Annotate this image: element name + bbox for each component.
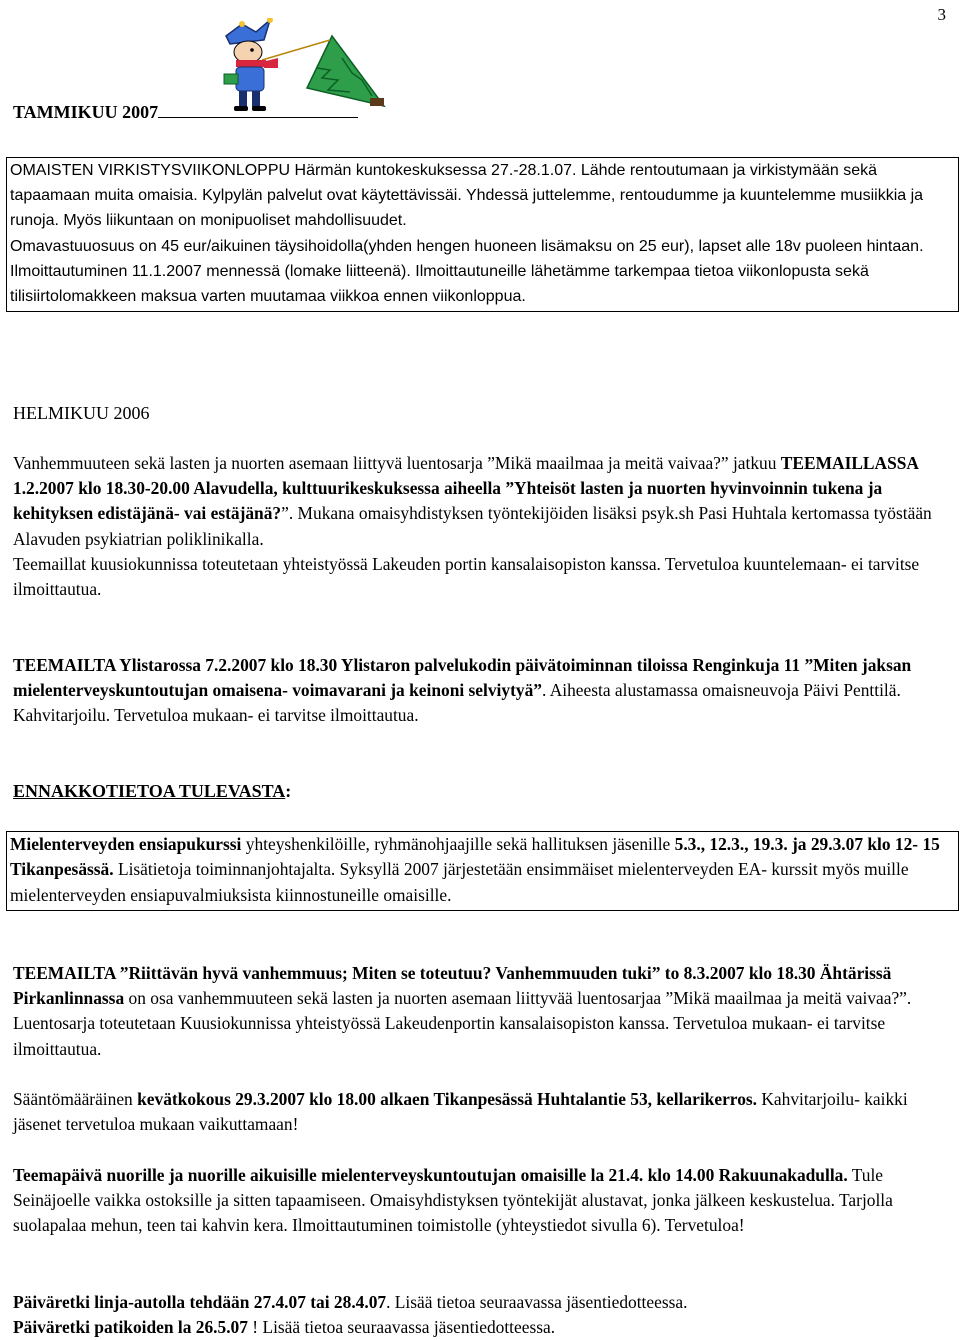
january-box-paragraph-1 xyxy=(10,158,954,234)
upcoming-paragraph-meeting xyxy=(13,1087,948,1137)
hiking-trip-note: ! Lisää tietoa seuraavassa jäsentiedotteessa. xyxy=(247,1317,556,1338)
theme-evening-alavus-details: ”. Mukana omaisyhdistyksen työntekijöiden lisäksi psyk.sh Pasi Huhtala kertomassa työstään Alavuden psykiatrian poliklinikalla. xyxy=(13,503,932,549)
page-header xyxy=(13,100,358,125)
upcoming-heading-row xyxy=(13,779,948,804)
bus-trip: Päiväretki linja-autolla tehdään 27.4.07 tai 28.4.07 xyxy=(13,1292,387,1312)
spring-meeting: kevätkokous 29.3.2007 klo 18.00 alkaen Tikanpesässä Huhtalantie 53, kellarikerros. xyxy=(137,1089,757,1109)
first-aid-more-info: Lisätietoja toiminnanjohtajalta. Syksyllä 2007 järjestetään ensimmäiset mielenterveyden EA- kurssit myös muille mielenterveyden ensiapuvalmiuksista kiinnostuneille omaisille. xyxy=(10,859,909,905)
january-event-title: OMAISTEN VIRKISTYSVIIKONLOPPU Härmän kuntokeskuksessa 27.-28.1.07. xyxy=(10,162,577,179)
upcoming-heading: ENNAKKOTIETOA TULEVASTA xyxy=(13,781,286,801)
february-section xyxy=(13,401,948,426)
theme-evening-ylistaro: TEEMAILTA Ylistarossa 7.2.2007 klo 18.30 Ylistaron palvelukodin päivätoiminnan tiloissa Renginkuja 11 ”Miten jaksan mielenterveyskuntoutujan omaisena- voimavarani ja keinoni selviytyä” xyxy=(13,655,912,701)
page-number: 3 xyxy=(937,5,946,24)
january-event-intro: Lähde rentoutumaan ja virkistymään sekä tapaamaan muita omaisia. Kylpylän palvelut ovat käytettävissäi. Yhdessä juttelemme, rentoudumme ja kuuntelemme musiikkia ja runoja. Myös liikuntaan on monipuoliset mahdollisuudet. xyxy=(10,162,924,230)
february-heading: HELMIKUU 2006 xyxy=(13,403,150,423)
theme-evenings-note: Teemaillat kuusiokunnissa toteutetaan yhteistyössä Lakeuden portin kansalaisopiston kanssa. Tervetuloa kuuntelemaan- ei tarvitse ilmoittautua. xyxy=(13,553,920,600)
month-heading: TAMMIKUU 2007 xyxy=(13,102,159,122)
theme-evening-ahtari: TEEMAILTA ”Riittävän hyvä vanhemmuus; Miten se toteutuu? Vanhemmuuden tuki” to 8.3.2007 klo 18.30 Ähtärissä Pirkanlinnassa xyxy=(13,963,892,1009)
theme-evening-ahtari-details: on osa vanhemmuuteen sekä lasten ja nuorten asemaan liittyvää luentosarjaa ”Mikä maailmaa ja meitä vaivaa?”. Luentosarja toteutetaan Kuusiokunnissa yhteistyössä Lakeudenportin kansalaisopiston kanssa. Tervetuloa mukaan- ei tarvitse ilmoittautua. xyxy=(13,988,912,1059)
upcoming-paragraph-theme-day xyxy=(13,1163,948,1239)
first-aid-course-box xyxy=(6,831,959,911)
lecture-series-intro: Vanhemmuuteen sekä lasten ja nuorten asemaan liittyvä luentosarja ”Mikä maailmaa ja meitä vaivaa?” jatkuu xyxy=(13,453,781,473)
meeting-note: Kahvitarjoilu- kaikki jäsenet tervetuloa mukaan vaikuttamaan! xyxy=(13,1089,908,1135)
theme-evening-alavus: TEEMAILLASSA 1.2.2007 klo 18.30-20.00 Alavudella, kulttuurikeskuksessa aiheella ”Yhteisöt lasten ja nuorten hyvinvoinnin tukena ja kehityksen edistäjänä- vai estäjänä? xyxy=(13,453,919,524)
upcoming-heading-colon: : xyxy=(285,781,292,801)
theme-day-title: Teemapäivä nuorille ja nuorille aikuisille mielenterveyskuntoutujan omaisille la 21.4. klo 14.00 Rakuunakadulla. xyxy=(13,1165,848,1185)
upcoming-paragraph-parenting xyxy=(13,961,948,1062)
meeting-prefix: Sääntömääräinen xyxy=(13,1089,138,1109)
first-aid-dates: 5.3., 12.3., 19.3. ja 29.3.07 klo 12- 15 Tikanpesässä. xyxy=(10,834,940,880)
january-event-box xyxy=(6,157,959,312)
first-aid-audience: yhteyshenkilöille, ryhmänohjaajille sekä hallituksen jäsenille xyxy=(241,834,675,854)
february-paragraph-2 xyxy=(13,653,948,729)
theme-evening-ylistaro-details: . Aiheesta alustamassa omaisneuvoja Päivi Penttilä. Kahvitarjoilu. Tervetuloa mukaan- ei tarvitse ilmoittautua. xyxy=(13,680,901,726)
upcoming-paragraph-trips xyxy=(13,1290,948,1340)
january-event-details: Omavastuuosuus on 45 eur/aikuinen täysihoidolla(yhden hengen huoneen lisämaksu on 25 eur), lapset alle 18v puoleen hintaan. Ilmoittautuminen 11.1.2007 mennessä (lomake liitteenä). Ilmoittautuneille lähetämme tarkempaa tietoa viikonlopusta sekä tilisiirtolomakkeen maksua varten muutamaa viikkoa ennen viikonloppua. xyxy=(10,237,924,306)
february-paragraph-1 xyxy=(13,451,948,602)
bus-trip-note: . Lisää tietoa seuraavassa jäsentiedotteessa. xyxy=(386,1292,688,1312)
theme-day-details: Tule Seinäjoelle vaikka ostoksille ja sitten tapaamiseen. Omaisyhdistyksen työntekijät alustavat, jonka jälkeen keskustelua. Tarjolla suolapalaa mehun, teen tai kahvin kera. Ilmoittautuminen toimistolle (yhteystiedot sivulla 6). Tervetuloa! xyxy=(13,1165,893,1236)
heading-underline xyxy=(158,116,358,118)
hiking-trip: Päiväretki patikoiden la 26.5.07 xyxy=(13,1317,248,1338)
first-aid-course-title: Mielenterveyden ensiapukurssi xyxy=(10,834,242,854)
